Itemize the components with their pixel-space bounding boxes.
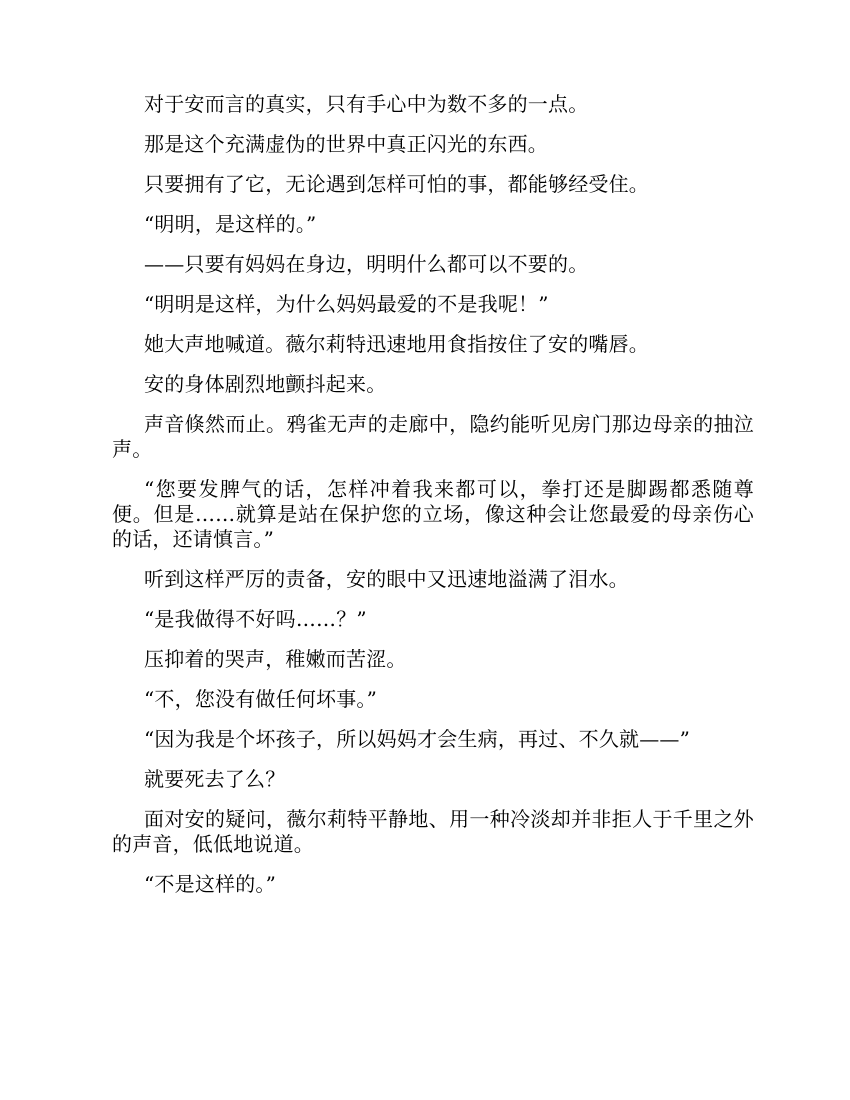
paragraph: 只要拥有了它，无论遇到怎样可怕的事，都能够经受住。	[144, 172, 649, 196]
paragraph: ——只要有妈妈在身边，明明什么都可以不要的。	[144, 252, 589, 276]
paragraph: 声音倏然而止。鸦雀无声的走廊中，隐约能听见房门那边母亲的抽泣声。	[112, 412, 754, 461]
paragraph: “不是这样的。”	[144, 872, 277, 896]
paragraph: 面对安的疑问，薇尔莉特平静地、用一种冷淡却并非拒人于千里之外的声音，低低地说道。	[112, 807, 754, 856]
paragraph: “明明，是这样的。”	[144, 212, 317, 236]
document-page	[112, 92, 754, 912]
paragraph: 她大声地喊道。薇尔莉特迅速地用食指按住了安的嘴唇。	[144, 332, 649, 356]
paragraph: “明明是这样，为什么妈妈最爱的不是我呢！”	[144, 292, 549, 316]
paragraph: “您要发脾气的话，怎样冲着我来都可以，拳打还是脚踢都悉随尊便。但是……就算是站在保护您的立场，像这种会让您最爱的母亲伤心的话，还请慎言。”	[112, 477, 754, 551]
paragraph: “是我做得不好吗……？”	[144, 607, 367, 631]
paragraph: 对于安而言的真实，只有手心中为数不多的一点。	[144, 92, 589, 116]
paragraph: “因为我是个坏孩子，所以妈妈才会生病，再过、不久就——”	[144, 727, 691, 751]
paragraph: 压抑着的哭声，稚嫩而苦涩。	[144, 647, 407, 671]
paragraph: 那是这个充满虚伪的世界中真正闪光的东西。	[144, 132, 548, 156]
paragraph: “不，您没有做任何坏事。”	[144, 687, 378, 711]
paragraph: 就要死去了么？	[144, 767, 286, 791]
paragraph: 安的身体剧烈地颤抖起来。	[144, 372, 387, 396]
paragraph: 听到这样严厉的责备，安的眼中又迅速地溢满了泪水。	[144, 567, 629, 591]
